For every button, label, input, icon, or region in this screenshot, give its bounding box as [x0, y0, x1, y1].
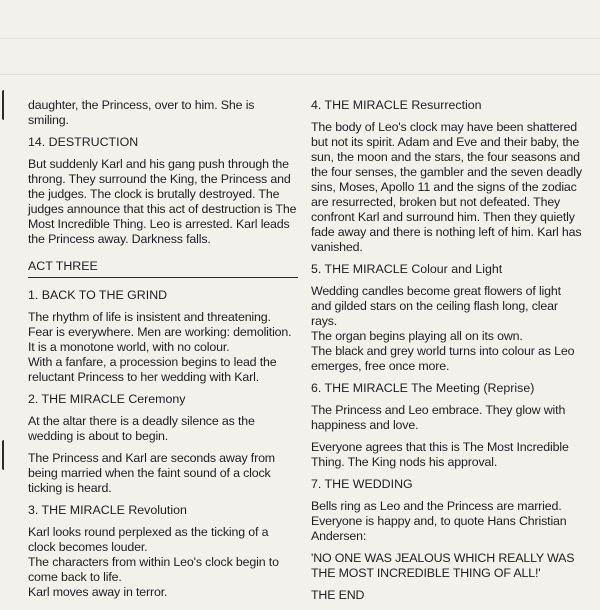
- section-text: The Princess and Karl are seconds away from being married when the faint sound of a clock ticking is heard.: [28, 451, 275, 495]
- section-heading: 7. THE WEDDING: [311, 477, 413, 491]
- section-number: 3. THE MIRACLE: [28, 503, 125, 517]
- section-text: The black and grey world turns into colour as Leo emerges, free once more.: [311, 344, 575, 373]
- section-subtitle: Revolution: [128, 503, 187, 517]
- section-heading: [311, 381, 583, 396]
- section-text: Karl moves away in terror.: [28, 585, 168, 599]
- section-text: Karl looks round perplexed as the ticking of a clock becomes louder.: [28, 525, 269, 554]
- section-number: 2. THE MIRACLE: [28, 392, 125, 406]
- end-text: THE END: [311, 588, 365, 602]
- section-text: With a fanfare, a procession begins to lead the reluctant Princess to her wedding with Karl.: [28, 355, 277, 384]
- section-heading: [311, 262, 583, 277]
- section-divider: [28, 277, 298, 278]
- intro-text: daughter, the Princess, over to him. She is smiling.: [28, 98, 255, 127]
- section-text: Bells ring as Leo and the Princess are married. Everyone is happy and, to quote Hans Christian Andersen:: [311, 499, 567, 543]
- section-text: Wedding candles become great flowers of light and gilded stars on the ceiling flash long, clear rays.: [311, 284, 561, 328]
- quote-text: 'NO ONE WAS JEALOUS WHICH REALLY WAS THE MOST INCREDIBLE THING OF ALL!': [311, 551, 575, 580]
- section-heading: 1. BACK TO THE GRIND: [28, 288, 168, 302]
- bleed-through-line: [0, 74, 600, 75]
- section-subtitle: The Meeting (Reprise): [411, 381, 535, 395]
- section-text: Everyone agrees that this is The Most Incredible Thing. The King nods his approval.: [311, 440, 569, 469]
- section-heading: [28, 392, 298, 407]
- left-column: [28, 98, 298, 607]
- section-number: 4. THE MIRACLE: [311, 98, 408, 112]
- binding-mark: [2, 90, 8, 120]
- section-text: But suddenly Karl and his gang push through the throng. They surround the King, the Princess and the judges. The clock is brutally destroyed. The judges announce that this act of destruction is The Most Incredible Thing. Leo is arrested. Karl leads the Princess away. Darkness falls.: [28, 157, 297, 246]
- section-text: It is a monotone world, with no colour.: [28, 340, 230, 354]
- section-heading: [28, 503, 298, 518]
- right-column: [311, 98, 583, 610]
- act-heading: ACT THREE: [28, 259, 98, 273]
- section-heading: 14. DESTRUCTION: [28, 135, 139, 149]
- bleed-through-line: [0, 38, 600, 39]
- section-subtitle: Ceremony: [128, 392, 186, 406]
- section-text: The Princess and Leo embrace. They glow with happiness and love.: [311, 403, 566, 432]
- section-number: 5. THE MIRACLE: [311, 262, 408, 276]
- section-text: The characters from within Leo's clock begin to come back to life.: [28, 555, 279, 584]
- section-number: 6. THE MIRACLE: [311, 381, 408, 395]
- section-subtitle: Resurrection: [411, 98, 482, 112]
- binding-mark: [2, 440, 8, 470]
- section-text: At the altar there is a deadly silence as the wedding is about to begin.: [28, 414, 255, 443]
- section-subtitle: Colour and Light: [411, 262, 503, 276]
- section-text: The rhythm of life is insistent and threatening. Fear is everywhere. Men are working: demolition.: [28, 310, 292, 339]
- section-text: The organ begins playing all on its own.: [311, 329, 523, 343]
- section-heading: [311, 98, 583, 113]
- section-text: The body of Leo's clock may have been shattered but not its spirit. Adam and Eve and their baby, the sun, the moon and the stars, the four seasons and the four senses, the gambler and the seven deadly sins, Moses, Apollo 11 and the signs of the zodiac are resurrected, broken but not defeated. They confront Karl and surround him. Then they quietly fade away and there is nothing left of him. Karl has vanished.: [311, 120, 582, 254]
